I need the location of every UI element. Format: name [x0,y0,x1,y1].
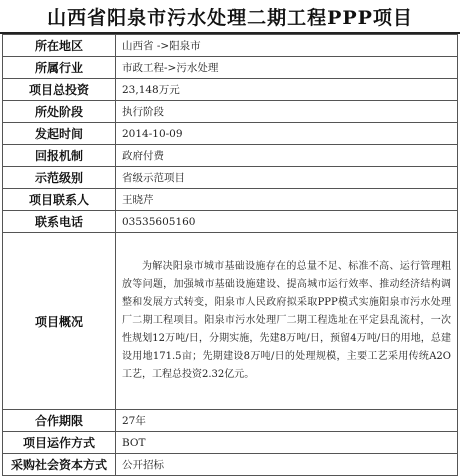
row-value: 王晓芹 [116,189,458,211]
table-row-investment [3,79,458,101]
row-value: 山西省 ->阳泉市 [116,35,458,57]
table-row-contact [3,189,458,211]
row-label: 所属行业 [3,57,116,79]
page-title: 山西省阳泉市污水处理二期工程PPP项目 [47,6,413,29]
row-label: 所处阶段 [3,101,116,123]
row-label: 示范级别 [3,167,116,189]
row-label: 回报机制 [3,145,116,167]
table-row-procurement [3,454,458,476]
row-label: 项目联系人 [3,189,116,211]
title-bar [0,0,460,34]
row-label: 联系电话 [3,211,116,233]
table-row-start-date [3,123,458,145]
row-value: 03535605160 [116,211,458,233]
overview-text: 为解决阳泉市城市基础设施存在的总量不足、标准不高、运行管理粗放等问题，加强城市基础设施建设、提高城市运行效率、推动经济结构调整和发展方式转变，阳泉市人民政府拟采取PPP模式实施阳泉市污水处理厂二期工程项目。阳泉市污水处理厂二期工程选址在平定县乱流村，一次性规划12万吨/日，分期实施，先建8万吨/日，预留4万吨/日的用地，总建设用地171.5亩；先期建设8万吨/日的处理规模，主要工艺采用传统A2O工艺，工程总投资2.32亿元。 [122,261,451,380]
row-label: 采购社会资本方式 [3,454,116,476]
row-label: 所在地区 [3,35,116,57]
row-value: 27年 [116,410,458,432]
row-label: 项目概况 [3,233,116,410]
project-info-table [2,34,458,476]
row-label: 项目运作方式 [3,432,116,454]
row-value: BOT [116,432,458,454]
table-row-term [3,410,458,432]
row-value: 2014-10-09 [116,123,458,145]
table-row-industry [3,57,458,79]
table-row-phone [3,211,458,233]
row-value: 23,148万元 [116,79,458,101]
table-row-overview [3,233,458,410]
row-value: 省级示范项目 [116,167,458,189]
table-row-demo-level [3,167,458,189]
row-value: 政府付费 [116,145,458,167]
table-row-stage [3,101,458,123]
row-label: 合作期限 [3,410,116,432]
row-value: 市政工程->污水处理 [116,57,458,79]
table-row-return-mechanism [3,145,458,167]
table-row-region [3,35,458,57]
row-value: 执行阶段 [116,101,458,123]
row-label: 项目总投资 [3,79,116,101]
row-value-cell [116,233,458,410]
row-value: 公开招标 [116,454,458,476]
row-label: 发起时间 [3,123,116,145]
table-row-operation-mode [3,432,458,454]
